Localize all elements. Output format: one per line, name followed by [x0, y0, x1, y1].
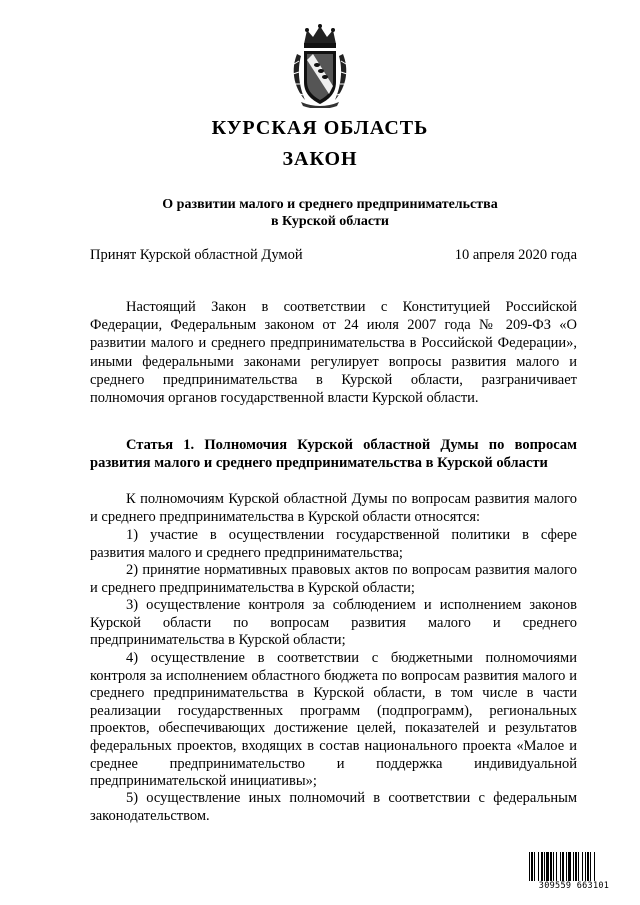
barcode	[528, 852, 620, 892]
law-subject-line-2: в Курской области	[271, 214, 389, 229]
article-1-item-4: 4) осуществление в соответствии с бюджетными полномочиями контроля за исполнением областного бюджета по вопросам развития малого и среднего предпринимательства в Курской области, в том числе в части реализации государственных программ (подпрограмм), региональных проектов, обеспечивающих достижение целей, показателей и результатов федеральных проектов, входящих в состав национального проекта «Малое и среднее предпринимательство и поддержка индивидуальной предпринимательской инициативы»;	[90, 650, 577, 790]
adopted-by: Принят Курской областной Думой	[90, 247, 303, 263]
region-title: КУРСКАЯ ОБЛАСТЬ	[211, 117, 429, 139]
article-1-heading: Статья 1. Полномочия Курской областной Думы по вопросам развития малого и среднего предпринимательства в Курской области	[90, 437, 577, 471]
preamble-paragraph: Настоящий Закон в соответствии с Конституцией Российской Федерации, Федеральным законом от 24 июля 2007 года № 209-ФЗ «О развитии малого и среднего предпринимательства в Российской Федерации», иными федеральными законами регулирует вопросы развития малого и среднего предпринимательства в Курской области, разграничивает полномочия органов государственной власти Курской области.	[90, 299, 577, 407]
law-subject	[80, 196, 580, 230]
adoption-date: 10 апреля 2020 года	[454, 247, 577, 263]
barcode-number: 309559 663101	[528, 881, 620, 891]
article-1-item-1: 1) участие в осуществлении государственной политики в сфере развития малого и среднего предпринимательства;	[90, 527, 577, 561]
law-subject-line-1: О развитии малого и среднего предпринимательства	[162, 197, 498, 212]
article-1-intro: К полномочиям Курской областной Думы по вопросам развития малого и среднего предпринимательства в Курской области относятся:	[90, 491, 577, 525]
article-1-item-3: 3) осуществление контроля за соблюдением и исполнением законов Курской области по вопросам развития малого и среднего предпринимательства в Курской области;	[90, 597, 577, 649]
article-1-item-2: 2) принятие нормативных правовых актов по вопросам развития малого и среднего предпринимательства в Курской области;	[90, 562, 577, 596]
barcode-icon	[528, 852, 620, 882]
coat-of-arms-icon	[291, 24, 349, 108]
document-type-title: ЗАКОН	[282, 148, 358, 170]
article-1-item-5: 5) осуществление иных полномочий в соответствии с федеральным законодательством.	[90, 790, 577, 824]
